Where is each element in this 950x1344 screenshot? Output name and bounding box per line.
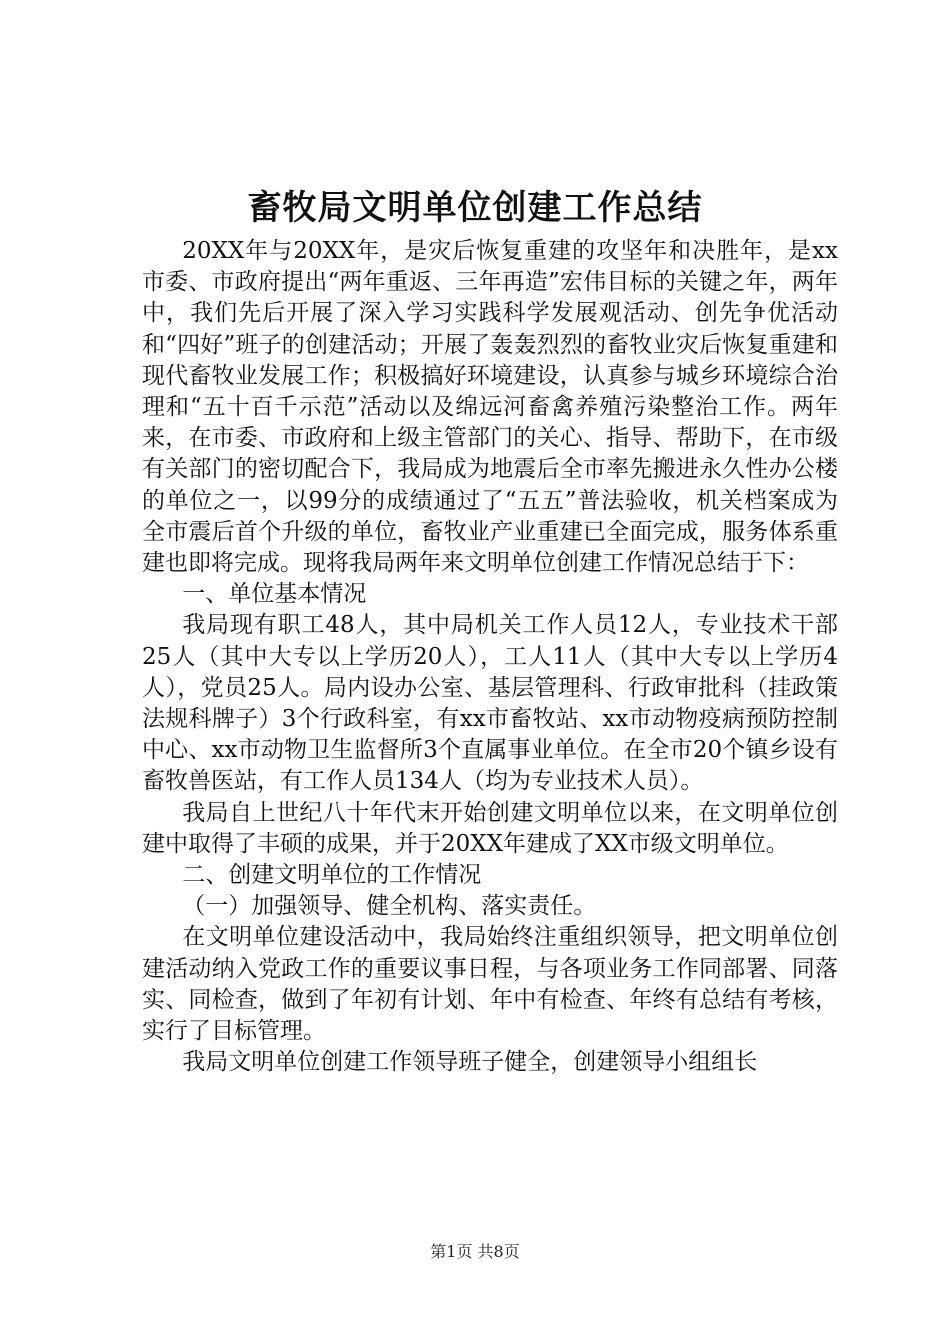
- subsection-heading-leadership: （一）加强领导、健全机构、落实责任。: [182, 893, 597, 920]
- section-heading-work: 二、创建文明单位的工作情况: [182, 862, 482, 889]
- section-heading-basic-info: 一、单位基本情况: [182, 581, 367, 608]
- document-title: 畜牧局文明单位创建工作总结: [247, 188, 703, 228]
- document-body: [142, 236, 838, 1078]
- paragraph-staff: 我局现有职工48人，其中局机关工作人员12人，专业技术干部25人（其中大专以上学历20人），工人11人（其中大专以上学历4人），党员25人。局内设办公室、基层管理科、行政审批科（挂政策法规科牌子）3个行政科室，有xx市畜牧站、xx市动物疫病预防控制中心、xx市动物卫生监督所3个直属事业单位。在全市20个镇乡设有畜牧兽医站，有工作人员134人（均为专业技术人员）。: [142, 612, 838, 795]
- paragraph-team: 我局文明单位创建工作领导班子健全，创建领导小组组长: [182, 1049, 758, 1076]
- paragraph-history: 我局自上世纪八十年代末开始创建文明单位以来，在文明单位创建中取得了丰硕的成果，并于20XX年建成了XX市级文明单位。: [142, 799, 838, 857]
- paragraph-intro: 20XX年与20XX年，是灾后恢复重建的攻坚年和决胜年，是xx市委、市政府提出“两年重返、三年再造”宏伟目标的关键之年，两年中，我们先后开展了深入学习实践科学发展观活动、创先争优活动和“四好”班子的创建活动；开展了轰轰烈烈的畜牧业灾后恢复重建和现代畜牧业发展工作；积极搞好环境建设，认真参与城乡环境综合治理和“五十百千示范”活动以及绵远河畜禽养殖污染整治工作。两年来，在市委、市政府和上级主管部门的关心、指导、帮助下，在市级有关部门的密切配合下，我局成为地震后全市率先搬进永久性办公楼的单位之一，以99分的成绩通过了“五五”普法验收，机关档案成为全市震后首个升级的单位，畜牧业产业重建已全面完成，服务体系重建也即将完成。现将我局两年来文明单位创建工作情况总结于下：: [142, 238, 838, 577]
- paragraph-leadership: 在文明单位建设活动中，我局始终注重组织领导，把文明单位创建活动纳入党政工作的重要议事日程，与各项业务工作同部署、同落实、同检查，做到了年初有计划、年中有检查、年终有总结有考核，实行了目标管理。: [142, 924, 838, 1045]
- page-number-footer: 第1页 共8页: [430, 1242, 520, 1261]
